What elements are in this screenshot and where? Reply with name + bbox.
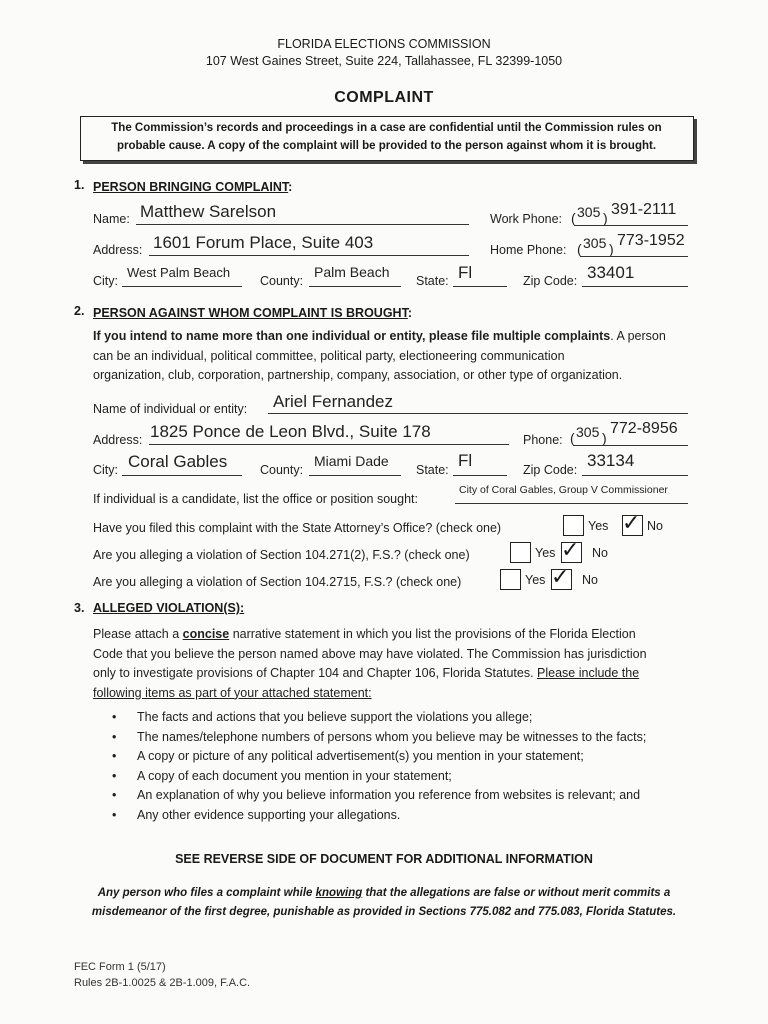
respondent-zip-label: Zip Code: xyxy=(523,463,578,477)
complainant-county-field[interactable]: Palm Beach xyxy=(314,264,390,280)
home-phone-number[interactable]: 773-1952 xyxy=(617,232,685,249)
section-2-number: 2. xyxy=(74,304,85,318)
state-attorney-yes-checkbox[interactable] xyxy=(563,515,584,536)
respondent-city-label: City: xyxy=(93,463,118,477)
respondent-city-field[interactable]: Coral Gables xyxy=(128,452,228,471)
confidentiality-line-2: probable cause. A copy of the complaint will be provided to the person against whom it is brought. xyxy=(116,140,657,152)
list-item: • A copy of each document you mention in your statement; xyxy=(112,768,452,783)
complainant-city-field[interactable]: West Palm Beach xyxy=(127,265,231,280)
section-3-heading: ALLEGED VIOLATION(S): xyxy=(93,601,245,615)
form-rules: Rules 2B-1.0025 & 2B-1.009, F.A.C. xyxy=(74,977,251,989)
respondent-state-field[interactable]: Fl xyxy=(458,451,473,470)
required-items-list xyxy=(112,708,646,826)
work-phone-area[interactable]: 305 xyxy=(577,204,601,220)
respondent-address-label: Address: xyxy=(93,433,143,447)
list-item: • The facts and actions that you believe support the violations you allege; xyxy=(112,710,533,724)
section-104-271-yes-label: Yes xyxy=(535,546,556,560)
complainant-state-label: State: xyxy=(416,274,449,288)
complainant-address-label: Address: xyxy=(93,243,143,257)
section-104-2715-no-checkmark: ✓ xyxy=(551,565,570,590)
state-attorney-no-label: No xyxy=(647,519,663,533)
complainant-state-field[interactable]: Fl xyxy=(458,263,473,282)
office-sought-label: If individual is a candidate, list the office or position sought: xyxy=(93,492,418,506)
respondent-phone-area[interactable]: 305 xyxy=(576,424,600,440)
respondent-county-field[interactable]: Miami Dade xyxy=(314,453,389,469)
list-item: • The names/telephone numbers of persons whom you believe may be witnesses to the facts; xyxy=(112,729,647,744)
agency-address: 107 West Gaines Street, Suite 224, Tallahassee, FL 32399-1050 xyxy=(205,54,563,68)
list-item: • Any other evidence supporting your allegations. xyxy=(112,807,401,822)
work-phone-number[interactable]: 391-2111 xyxy=(611,201,677,218)
respondent-name-field[interactable]: Ariel Fernandez xyxy=(273,392,394,411)
form-title: COMPLAINT xyxy=(334,89,434,106)
confidentiality-line-1: The Commission’s records and proceedings in a case are confidential until the Commission rules on xyxy=(111,122,662,134)
section-3-number: 3. xyxy=(74,601,85,615)
section-1-heading: PERSON BRINGING COMPLAINT: xyxy=(93,180,293,194)
section-104-2715-yes-checkbox[interactable] xyxy=(500,569,521,590)
respondent-phone-number[interactable]: 772-8956 xyxy=(610,420,678,437)
complainant-city-label: City: xyxy=(93,274,118,288)
section-104-271-yes-checkbox[interactable] xyxy=(510,542,531,563)
section-104-271-no-label: No xyxy=(592,546,608,560)
false-complaint-warning: Any person who files a complaint while knowing that the allegations are false or without merit commits a misdemeanor of the first degree, punishable as provided in Sections 775.082 and 775.083, Florida Statutes. xyxy=(91,887,677,918)
section-104-2715-yes-label: Yes xyxy=(525,573,546,587)
section-104-2715-question: Are you alleging a violation of Section 104.2715, F.S.? (check one) xyxy=(93,575,462,589)
section-104-2715-no-label: No xyxy=(582,573,598,587)
multiple-complaints-instruction: If you intend to name more than one individual or entity, please file multiple complaints. A person can be an individual, political committee, political party, electioneering communication organization, club, corporation, partnership, company, association, or other type of organization. xyxy=(93,329,666,382)
list-item: • An explanation of why you believe information you reference from websites is relevant; and xyxy=(112,788,641,803)
section-104-271-question: Are you alleging a violation of Section 104.271(2), F.S.? (check one) xyxy=(93,548,470,562)
state-attorney-no-checkmark: ✓ xyxy=(622,511,641,536)
complainant-name-field[interactable]: Matthew Sarelson xyxy=(140,202,277,221)
alleged-violations-instructions: Please attach a concise narrative statement in which you list the provisions of the Florida Election Code that you believe the person named above may have violated. The Commission has jurisdiction only to investigate provisions of Chapter 104 and Chapter 106, Florida Statutes. Please include the following items as part of your attached statement: xyxy=(93,627,647,700)
respondent-zip-field[interactable]: 33134 xyxy=(587,451,635,470)
state-attorney-question: Have you filed this complaint with the State Attorney’s Office? (check one) xyxy=(93,521,502,535)
respondent-state-label: State: xyxy=(416,463,449,477)
work-phone-label: Work Phone: xyxy=(490,212,563,226)
confidentiality-notice xyxy=(80,116,694,161)
complainant-address-field[interactable]: 1601 Forum Place, Suite 403 xyxy=(153,233,374,252)
form-number: FEC Form 1 (5/17) xyxy=(74,961,166,973)
list-item: • A copy or picture of any political advertisement(s) you mention in your statement; xyxy=(112,749,584,764)
section-1-number: 1. xyxy=(74,178,85,192)
state-attorney-yes-label: Yes xyxy=(588,519,609,533)
agency-name: FLORIDA ELECTIONS COMMISSION xyxy=(277,37,491,51)
complainant-zip-label: Zip Code: xyxy=(523,274,578,288)
complainant-name-label: Name: xyxy=(93,212,130,226)
complainant-county-label: County: xyxy=(260,274,304,288)
office-sought-field[interactable]: City of Coral Gables, Group V Commissioner xyxy=(459,484,668,496)
respondent-county-label: County: xyxy=(260,463,304,477)
home-phone-area[interactable]: 305 xyxy=(583,235,607,251)
section-2-heading: PERSON AGAINST WHOM COMPLAINT IS BROUGHT: xyxy=(93,306,412,320)
section-104-271-no-checkmark: ✓ xyxy=(561,538,580,563)
complainant-zip-field[interactable]: 33401 xyxy=(587,263,635,282)
reverse-side-note: SEE REVERSE SIDE OF DOCUMENT FOR ADDITIONAL INFORMATION xyxy=(175,852,593,866)
respondent-address-field[interactable]: 1825 Ponce de Leon Blvd., Suite 178 xyxy=(150,422,431,441)
home-phone-label: Home Phone: xyxy=(490,243,567,257)
respondent-phone-label: Phone: xyxy=(523,433,563,447)
respondent-name-label: Name of individual or entity: xyxy=(93,402,248,416)
